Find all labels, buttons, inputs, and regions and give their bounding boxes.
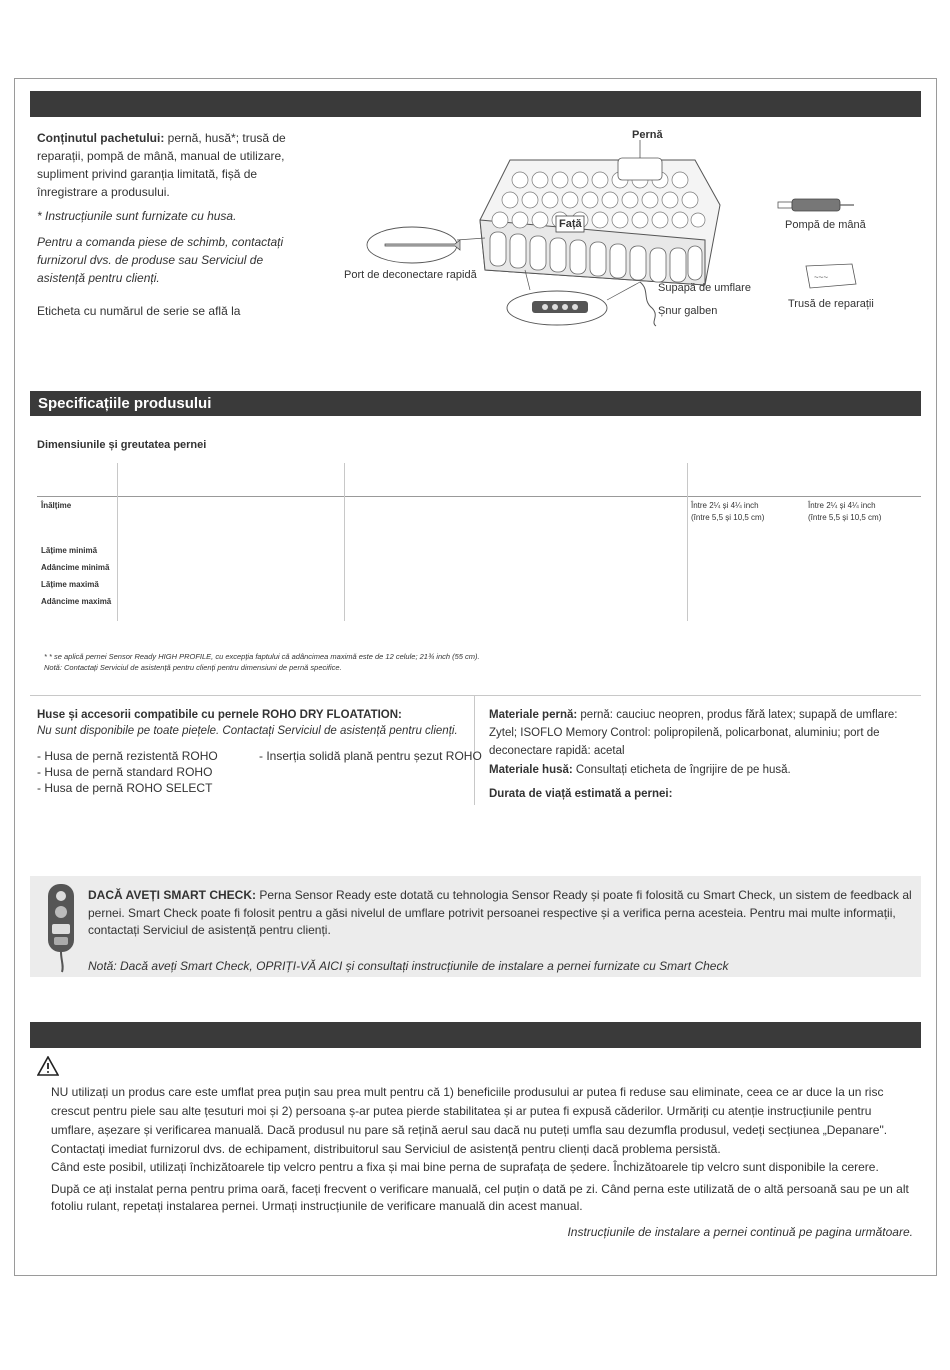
table-col-line-3 [687, 463, 688, 621]
warning-paragraph-2: Când este posibil, utilizați închizătoarele tip velcro pentru a fixa și mai bine perna de suprafața de ședere. Închizătoarele tip velcro sunt disponibile la cerere. [51, 1160, 879, 1174]
svg-text:~~~: ~~~ [814, 273, 829, 282]
smart-check-text [88, 887, 916, 940]
specs-subtitle: Dimensiunile și greutatea pernei [37, 439, 207, 451]
covers-item-1: - Husa de pernă rezistentă ROHO [37, 749, 218, 763]
height-col2-line2: (între 5,5 și 10,5 cm) [808, 513, 882, 522]
table-header-line [37, 496, 921, 497]
specs-footnote-1: * * se aplică pernei Sensor Ready HIGH PROFILE, cu excepția faptului că adâncimea maximă este de 12 celule; 21¾ inch (55 cm). [44, 652, 480, 661]
height-col2-line1: Între 2¼ și 4¼ inch [808, 501, 876, 510]
materials-cushion-label: Materiale pernă: [489, 709, 578, 721]
table-col-line-2 [344, 463, 345, 621]
package-heading: Conținutul pachetului: [37, 131, 165, 145]
materials-cushion [489, 706, 909, 760]
row-min-depth: Adâncime minimă [41, 563, 110, 572]
section-bar-top [30, 91, 921, 117]
warning-icon [37, 1056, 59, 1076]
hand-pump-label: Pompă de mână [785, 219, 866, 231]
specs-title: Specificațiile produsului [38, 395, 212, 412]
warning-paragraph-3: După ce ați instalat perna pentru prima oară, faceți frecvent o verificare manuală, cel puțin o dată pe zi. Când perna este utilizată de o altă persoană sau pe un alt fotoliu rulant, repetați instalarea pernei. Urmați instrucțiunile de verificare manuală din acest manual. [51, 1182, 909, 1213]
row-height: Înălțime [41, 501, 72, 510]
repair-kit-icon [800, 262, 860, 290]
materials-cover [489, 761, 909, 779]
row-min-width: Lățime minimă [41, 546, 98, 555]
covers-item-4: - Inserția solidă plană pentru șezut ROHO [259, 749, 482, 763]
height-col1-line1: Între 2¼ și 4¼ inch [691, 501, 759, 510]
hand-pump-icon [776, 196, 856, 214]
inflation-valve-label: Supapă de umflare [658, 282, 751, 294]
covers-item-2: - Husa de pernă standard ROHO [37, 765, 213, 779]
divider-covers [30, 695, 921, 696]
repair-kit-label: Trusă de reparații [788, 298, 874, 310]
specs-footnote-2: Notă: Contactați Serviciul de asistență pentru clienți pentru dimensiuni de pernă specifice. [44, 663, 342, 672]
package-note-parts: Pentru a comanda piese de schimb, contactați furnizorul dvs. de produse sau Serviciul de asistență pentru clienți. [37, 235, 284, 285]
cushion-label: Pernă [632, 129, 663, 141]
materials-cover-label: Materiale husă: [489, 764, 573, 776]
materials-cushion-text: pernă: cauciuc neopren, produs fără latex; supapă de umflare: Zytel; ISOFLO Memory Control: polipropilenă, policarbonat, aluminiu; port de deconectare rapidă: acetal [489, 709, 898, 757]
package-note-cover: * Instrucțiunile sunt furnizate cu husa. [37, 209, 237, 223]
quick-port-label: Port de deconectare rapidă [344, 269, 477, 281]
table-col-line-1 [117, 463, 118, 621]
continued-note: Instrucțiunile de instalare a pernei continuă pe pagina următoare. [567, 1225, 913, 1239]
covers-item-3: - Husa de pernă ROHO SELECT [37, 781, 213, 795]
warning-paragraph-1: NU utilizați un produs care este umflat prea puțin sau prea mult pentru că 1) beneficiile produsului ar putea fi reduse sau eliminate, ceea ce ar duce la un risc crescut pentru piele sau alte țesuturi moi și 2) persoana ș-ar putea pierde stabilitatea și ar putea fi expusă căderilor. Urmăriți cu atenție instrucțiunile pentru umflare, așezare și verificarea manuală. Dacă produsul nu pare să rețină aerul sau dacă nu puteți umfla sau dezumfla produsul, vedeți secțiunea „Depanare". Contactați imediat furnizorul dvs. de echipament, distribuitorul sau Serviciul de asistență pentru clienți dacă problema persistă. [51, 1085, 888, 1156]
yellow-cord-label: Șnur galben [658, 305, 718, 317]
package-text: pernă, husă*; trusă de reparații, pompă de mână, manual de utilizare, supliment privind garanția limitată, fișă de înregistrare a produsului. [37, 131, 286, 199]
materials-cover-text: Consultați eticheta de îngrijire de pe husă. [572, 764, 791, 776]
covers-note: Nu sunt disponibile pe toate piețele. Contactați Serviciul de asistență pentru clienți. [37, 725, 458, 737]
smart-check-body: Perna Sensor Ready este dotată cu tehnologia Sensor Ready și poate fi folosită cu Smart Check, un sistem de feedback al pernei. Smart Check poate fi folosit pentru a găsi nivelul de umflare potrivit persoanei respective și a verifica perna acesteia. Pentru mai multe informații, contactați Serviciul de asistență pentru clienți. [88, 888, 912, 937]
smart-check-note: Notă: Dacă aveți Smart Check, OPRIȚI-VĂ AICI și consultați instrucțiunile de instalare a pernei furnizate cu Smart Check [88, 959, 729, 973]
package-contents [37, 129, 297, 201]
cushion-life-label: Durata de viață estimată a pernei: [489, 788, 673, 800]
height-col1-line2: (între 5,5 și 10,5 cm) [691, 513, 765, 522]
front-label: Față [559, 218, 582, 230]
serial-label-location: Eticheta cu numărul de serie se află la [37, 304, 241, 318]
smart-check-device-icon [44, 882, 78, 974]
row-max-depth: Adâncime maximă [41, 597, 112, 606]
covers-heading: Huse și accesorii compatibile cu pernele ROHO DRY FLOATATION: [37, 709, 402, 721]
specs-bar [30, 391, 921, 416]
smart-check-heading: DACĂ AVEȚI SMART CHECK: [88, 888, 256, 902]
section-bar-warning [30, 1022, 921, 1048]
row-max-width: Lățime maximă [41, 580, 99, 589]
